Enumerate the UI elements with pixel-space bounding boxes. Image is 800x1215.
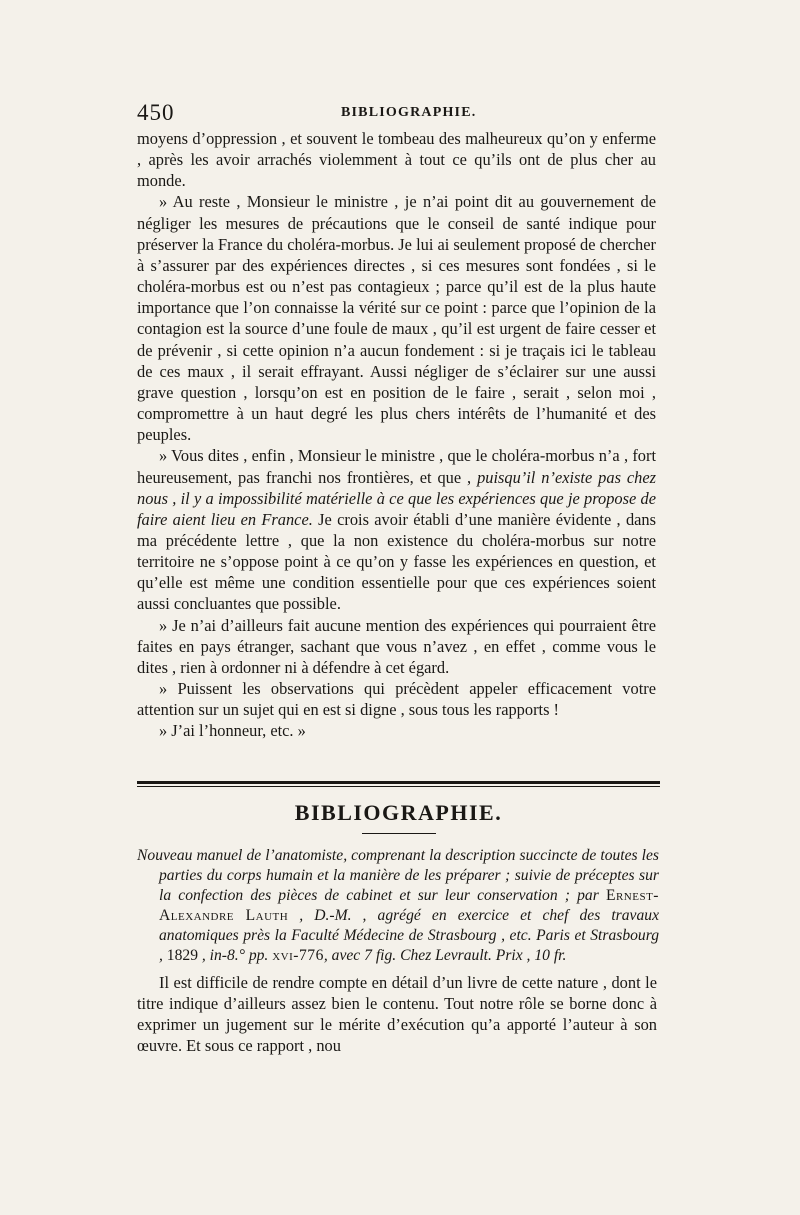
letter-paragraph [137,720,656,741]
text-run: » Je n’ai d’ailleurs fait aucune mention des expériences qui pourraient être faites en pays étranger, sachant que vous n’avez , en effet , comme vous le dites , rien à ordonner ni à défendre à cet égard. [137,615,656,677]
text-run: » Vous dites , enfin , Monsieur le ministre , que le choléra-morbus n’a , fort heureusement, pas franchi nos frontières, et que , [137,446,656,487]
separator-thick-rule [137,781,660,784]
text-run: » Puissent les observations qui précèdent appeler efficacement votre attention sur un sujet qui en est si digne , sous tous les rapports ! [137,679,656,720]
separator-thin-rule [137,786,660,787]
citation-smallcaps: xvi-776 [272,947,324,965]
letter-paragraph [137,615,656,678]
section-separator [137,781,660,787]
citation-text: , avec 7 fig. Chez Levrault. Prix , 10 fr. [323,947,567,965]
title-underline [362,833,436,834]
text-run: » J’ai l’honneur, etc. » [159,721,306,741]
citation-text: , D.-M. , agrégé en exercice et chef des travaux anatomiques près la Faculté Médecine de Strasbourg , etc. Paris et Strasbourg , [159,907,659,965]
running-title: BIBLIOGRAPHIE. [341,105,477,120]
text-run: Je crois avoir établi d’une manière évidente , dans ma précédente lettre , que la non existence du choléra-morbus sur notre territoire ne s’oppose point à ce qu’on y fasse les expériences en question, et qu’elle est même une condition essentielle pour que ces expériences soient aussi concluantes que possible. [137,509,656,614]
citation-text: , in-8.° pp. [197,947,273,965]
review-citation [137,846,659,967]
page-header [137,100,657,126]
citation-smallcaps: Ernest-Alexandre Lauth [159,887,659,925]
citation-text: Nouveau manuel de l’anatomiste, comprenant la description succincte de toutes les parties du corps humain et la manière de les préparer ; suivie de préceptes sur la confection des pièces de cabinet et sur leur conservation ; par [137,847,659,905]
letter-paragraph [137,678,656,720]
review-paragraph: Il est difficile de rendre compte en détail d’un livre de cette nature , dont le titre indique d’ailleurs assez bien le contenu. Tout notre rôle se borne donc à exprimer un jugement sur le mérite d’exécution qu’a apporté l’auteur à son œuvre. Et sous ce rapport , nou [137,973,657,1056]
section-title: BIBLIOGRAPHIE. [294,800,503,825]
review-body [137,972,657,1057]
letter-paragraph [137,128,656,191]
italic-quote: puisqu’il n’existe pas chez nous , il y a impossibilité matérielle à ce que les expériences que je propose de faire aient lieu en France. [137,467,657,529]
letter-paragraph [137,191,656,445]
text-run: » Au reste , Monsieur le ministre , je n’ai point dit au gouvernement de négliger les mesures de précautions que le conseil de santé indique pour préserver la France du choléra-morbus. Je lui ai seulement proposé de chercher à s’assurer par des expériences directes , si ces mesures sont fondées , si le choléra-morbus est ou n’est pas contagieux ; parce qu’il est de la plus haute importance que l’on connaisse la vérité sur ce point : parce que l’opinion de la contagion est la source d’une foule de maux , qu’il est urgent de faire cesser et de prévenir , si cette opinion n’a aucun fondement : si je traçais ici le tableau de ces maux , il serait effrayant. Aussi négliger de s’éclairer sur une aussi grave question , lorsqu’on est en position de le faire , serait , selon moi , compromettre à un haut degré les plus chers intérêts de l’humanité et des peuples. [137,192,656,445]
review-citation-block [137,846,659,967]
citation-text: 1829 [166,947,198,965]
text-run: moyens d’oppression , et souvent le tombeau des malheureux qu’on y enferme , après les avoir arrachés violemment à tout ce qu’ils ont de plus cher au monde. [137,129,656,191]
letter-body [137,128,656,742]
page-number: 450 [137,100,175,125]
letter-paragraph [137,445,656,614]
